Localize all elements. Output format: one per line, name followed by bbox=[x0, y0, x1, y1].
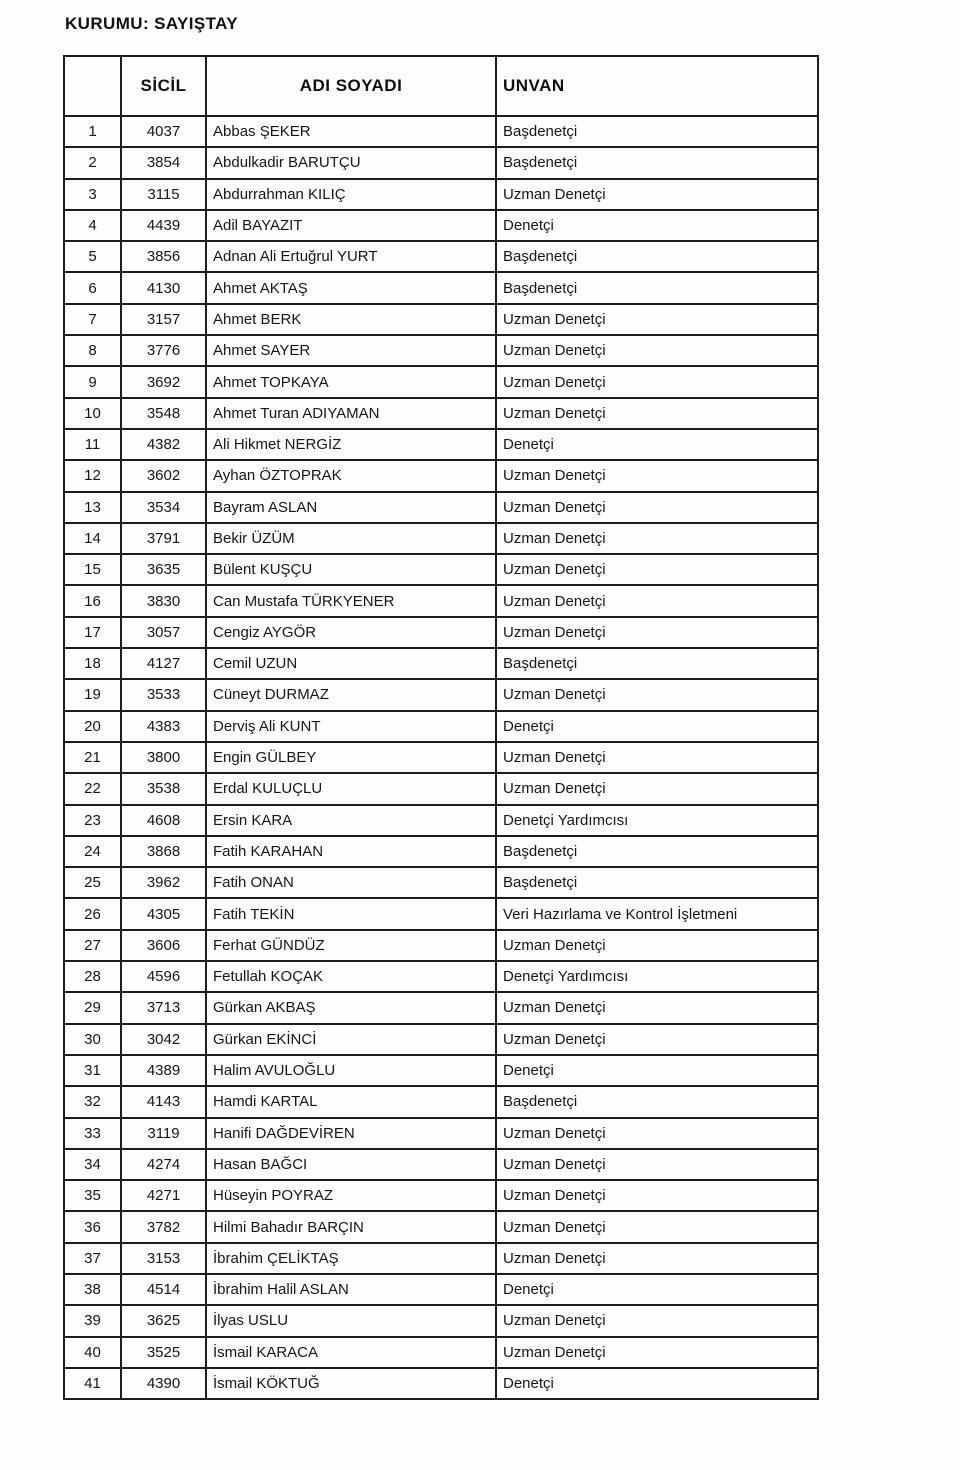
table-row bbox=[64, 898, 818, 929]
row-number-cell: 32 bbox=[64, 1086, 121, 1117]
row-number-cell: 25 bbox=[64, 867, 121, 898]
sicil-cell: 3692 bbox=[121, 366, 206, 397]
title-cell: Uzman Denetçi bbox=[496, 1180, 818, 1211]
row-number-cell: 39 bbox=[64, 1305, 121, 1336]
personnel-table-body bbox=[64, 116, 818, 1399]
personnel-table-header bbox=[64, 56, 818, 116]
name-cell: Cengiz AYGÖR bbox=[206, 617, 496, 648]
title-cell: Uzman Denetçi bbox=[496, 554, 818, 585]
title-cell: Uzman Denetçi bbox=[496, 523, 818, 554]
sicil-cell: 3962 bbox=[121, 867, 206, 898]
row-number-cell: 11 bbox=[64, 429, 121, 460]
sicil-cell: 3534 bbox=[121, 492, 206, 523]
title-cell: Uzman Denetçi bbox=[496, 460, 818, 491]
name-cell: Gürkan AKBAŞ bbox=[206, 992, 496, 1023]
title-cell: Denetçi bbox=[496, 210, 818, 241]
sicil-cell: 3153 bbox=[121, 1243, 206, 1274]
sicil-cell: 3042 bbox=[121, 1024, 206, 1055]
title-cell: Denetçi Yardımcısı bbox=[496, 961, 818, 992]
row-number-cell: 1 bbox=[64, 116, 121, 147]
table-row bbox=[64, 617, 818, 648]
table-row bbox=[64, 1337, 818, 1368]
title-cell: Uzman Denetçi bbox=[496, 585, 818, 616]
row-number-cell: 28 bbox=[64, 961, 121, 992]
name-cell: Can Mustafa TÜRKYENER bbox=[206, 585, 496, 616]
name-cell: Ahmet Turan ADIYAMAN bbox=[206, 398, 496, 429]
sicil-cell: 3856 bbox=[121, 241, 206, 272]
table-row bbox=[64, 805, 818, 836]
table-row bbox=[64, 711, 818, 742]
title-cell: Uzman Denetçi bbox=[496, 742, 818, 773]
row-number-cell: 7 bbox=[64, 304, 121, 335]
table-row bbox=[64, 272, 818, 303]
sicil-cell: 4127 bbox=[121, 648, 206, 679]
sicil-cell: 4383 bbox=[121, 711, 206, 742]
title-cell: Uzman Denetçi bbox=[496, 335, 818, 366]
sicil-cell: 4274 bbox=[121, 1149, 206, 1180]
title-cell: Uzman Denetçi bbox=[496, 179, 818, 210]
title-cell: Uzman Denetçi bbox=[496, 1337, 818, 1368]
table-row bbox=[64, 1305, 818, 1336]
table-row bbox=[64, 492, 818, 523]
table-row bbox=[64, 398, 818, 429]
name-cell: Abdulkadir BARUTÇU bbox=[206, 147, 496, 178]
table-row bbox=[64, 1180, 818, 1211]
sicil-cell: 3525 bbox=[121, 1337, 206, 1368]
title-cell: Başdenetçi bbox=[496, 867, 818, 898]
table-row bbox=[64, 147, 818, 178]
name-cell: Abbas ŞEKER bbox=[206, 116, 496, 147]
sicil-cell: 4389 bbox=[121, 1055, 206, 1086]
name-cell: Fatih KARAHAN bbox=[206, 836, 496, 867]
table-row bbox=[64, 1274, 818, 1305]
row-number-cell: 29 bbox=[64, 992, 121, 1023]
name-cell: Cüneyt DURMAZ bbox=[206, 679, 496, 710]
row-number-cell: 16 bbox=[64, 585, 121, 616]
title-cell: Uzman Denetçi bbox=[496, 930, 818, 961]
name-cell: Fatih ONAN bbox=[206, 867, 496, 898]
title-cell: Uzman Denetçi bbox=[496, 617, 818, 648]
table-row bbox=[64, 773, 818, 804]
title-cell: Denetçi bbox=[496, 1368, 818, 1399]
title-cell: Uzman Denetçi bbox=[496, 492, 818, 523]
sicil-cell: 3602 bbox=[121, 460, 206, 491]
row-number-cell: 33 bbox=[64, 1118, 121, 1149]
row-number-cell: 12 bbox=[64, 460, 121, 491]
name-cell: Adnan Ali Ertuğrul YURT bbox=[206, 241, 496, 272]
name-cell: Halim AVULOĞLU bbox=[206, 1055, 496, 1086]
sicil-cell: 4037 bbox=[121, 116, 206, 147]
sicil-cell: 3057 bbox=[121, 617, 206, 648]
name-cell: Ersin KARA bbox=[206, 805, 496, 836]
title-cell: Uzman Denetçi bbox=[496, 1149, 818, 1180]
row-number-cell: 10 bbox=[64, 398, 121, 429]
name-cell: Hüseyin POYRAZ bbox=[206, 1180, 496, 1211]
table-row bbox=[64, 585, 818, 616]
table-row bbox=[64, 116, 818, 147]
table-row bbox=[64, 179, 818, 210]
name-cell: İsmail KARACA bbox=[206, 1337, 496, 1368]
sicil-cell: 4305 bbox=[121, 898, 206, 929]
name-cell: Adil BAYAZIT bbox=[206, 210, 496, 241]
name-cell: Hasan BAĞCI bbox=[206, 1149, 496, 1180]
table-row bbox=[64, 335, 818, 366]
row-number-cell: 13 bbox=[64, 492, 121, 523]
table-row bbox=[64, 742, 818, 773]
name-cell: Bülent KUŞÇU bbox=[206, 554, 496, 585]
name-cell: Hanifi DAĞDEVİREN bbox=[206, 1118, 496, 1149]
table-row bbox=[64, 836, 818, 867]
table-row bbox=[64, 429, 818, 460]
title-cell: Başdenetçi bbox=[496, 648, 818, 679]
table-row bbox=[64, 1024, 818, 1055]
sicil-cell: 3830 bbox=[121, 585, 206, 616]
title-cell: Denetçi bbox=[496, 711, 818, 742]
name-cell: Fetullah KOÇAK bbox=[206, 961, 496, 992]
table-row bbox=[64, 460, 818, 491]
title-cell: Denetçi bbox=[496, 429, 818, 460]
title-cell: Denetçi bbox=[496, 1055, 818, 1086]
table-row bbox=[64, 554, 818, 585]
name-cell: İbrahim Halil ASLAN bbox=[206, 1274, 496, 1305]
title-cell: Uzman Denetçi bbox=[496, 1118, 818, 1149]
title-cell: Uzman Denetçi bbox=[496, 1243, 818, 1274]
column-header-adi-soyadi: ADI SOYADI bbox=[206, 56, 496, 116]
title-cell: Başdenetçi bbox=[496, 241, 818, 272]
sicil-cell: 3800 bbox=[121, 742, 206, 773]
sicil-cell: 3776 bbox=[121, 335, 206, 366]
title-cell: Uzman Denetçi bbox=[496, 773, 818, 804]
sicil-cell: 3157 bbox=[121, 304, 206, 335]
name-cell: İsmail KÖKTUĞ bbox=[206, 1368, 496, 1399]
sicil-cell: 3782 bbox=[121, 1211, 206, 1242]
row-number-cell: 18 bbox=[64, 648, 121, 679]
name-cell: Ferhat GÜNDÜZ bbox=[206, 930, 496, 961]
sicil-cell: 4382 bbox=[121, 429, 206, 460]
title-cell: Uzman Denetçi bbox=[496, 398, 818, 429]
sicil-cell: 3868 bbox=[121, 836, 206, 867]
row-number-cell: 19 bbox=[64, 679, 121, 710]
title-cell: Uzman Denetçi bbox=[496, 1211, 818, 1242]
table-row bbox=[64, 992, 818, 1023]
column-header-row-number bbox=[64, 56, 121, 116]
title-cell: Veri Hazırlama ve Kontrol İşletmeni bbox=[496, 898, 818, 929]
name-cell: Ahmet SAYER bbox=[206, 335, 496, 366]
table-row bbox=[64, 210, 818, 241]
personnel-table bbox=[63, 55, 819, 1400]
sicil-cell: 3606 bbox=[121, 930, 206, 961]
title-cell: Uzman Denetçi bbox=[496, 992, 818, 1023]
row-number-cell: 8 bbox=[64, 335, 121, 366]
title-cell: Uzman Denetçi bbox=[496, 1305, 818, 1336]
column-header-unvan: UNVAN bbox=[496, 56, 818, 116]
sicil-cell: 4390 bbox=[121, 1368, 206, 1399]
name-cell: Bekir ÜZÜM bbox=[206, 523, 496, 554]
row-number-cell: 36 bbox=[64, 1211, 121, 1242]
row-number-cell: 21 bbox=[64, 742, 121, 773]
sicil-cell: 4514 bbox=[121, 1274, 206, 1305]
table-row bbox=[64, 1368, 818, 1399]
row-number-cell: 30 bbox=[64, 1024, 121, 1055]
row-number-cell: 40 bbox=[64, 1337, 121, 1368]
row-number-cell: 27 bbox=[64, 930, 121, 961]
title-cell: Başdenetçi bbox=[496, 116, 818, 147]
title-cell: Denetçi bbox=[496, 1274, 818, 1305]
row-number-cell: 31 bbox=[64, 1055, 121, 1086]
table-row bbox=[64, 1243, 818, 1274]
table-row bbox=[64, 1118, 818, 1149]
row-number-cell: 23 bbox=[64, 805, 121, 836]
name-cell: İbrahim ÇELİKTAŞ bbox=[206, 1243, 496, 1274]
title-cell: Başdenetçi bbox=[496, 836, 818, 867]
name-cell: Fatih TEKİN bbox=[206, 898, 496, 929]
name-cell: Bayram ASLAN bbox=[206, 492, 496, 523]
table-row bbox=[64, 961, 818, 992]
table-row bbox=[64, 241, 818, 272]
sicil-cell: 4608 bbox=[121, 805, 206, 836]
sicil-cell: 3119 bbox=[121, 1118, 206, 1149]
name-cell: İlyas USLU bbox=[206, 1305, 496, 1336]
table-row bbox=[64, 867, 818, 898]
sicil-cell: 4271 bbox=[121, 1180, 206, 1211]
header-row bbox=[64, 56, 818, 116]
row-number-cell: 35 bbox=[64, 1180, 121, 1211]
row-number-cell: 15 bbox=[64, 554, 121, 585]
row-number-cell: 17 bbox=[64, 617, 121, 648]
sicil-cell: 3533 bbox=[121, 679, 206, 710]
sicil-cell: 4439 bbox=[121, 210, 206, 241]
title-cell: Başdenetçi bbox=[496, 1086, 818, 1117]
row-number-cell: 41 bbox=[64, 1368, 121, 1399]
sicil-cell: 4596 bbox=[121, 961, 206, 992]
sicil-cell: 3115 bbox=[121, 179, 206, 210]
name-cell: Ahmet BERK bbox=[206, 304, 496, 335]
row-number-cell: 20 bbox=[64, 711, 121, 742]
title-cell: Uzman Denetçi bbox=[496, 679, 818, 710]
table-row bbox=[64, 1055, 818, 1086]
document-title: KURUMU: SAYIŞTAY bbox=[65, 14, 238, 33]
title-cell: Uzman Denetçi bbox=[496, 1024, 818, 1055]
row-number-cell: 24 bbox=[64, 836, 121, 867]
table-row bbox=[64, 930, 818, 961]
row-number-cell: 38 bbox=[64, 1274, 121, 1305]
sicil-cell: 3791 bbox=[121, 523, 206, 554]
name-cell: Ali Hikmet NERGİZ bbox=[206, 429, 496, 460]
sicil-cell: 4130 bbox=[121, 272, 206, 303]
name-cell: Erdal KULUÇLU bbox=[206, 773, 496, 804]
title-cell: Başdenetçi bbox=[496, 147, 818, 178]
row-number-cell: 5 bbox=[64, 241, 121, 272]
name-cell: Gürkan EKİNCİ bbox=[206, 1024, 496, 1055]
title-cell: Uzman Denetçi bbox=[496, 366, 818, 397]
sicil-cell: 3713 bbox=[121, 992, 206, 1023]
column-header-sicil: SİCİL bbox=[121, 56, 206, 116]
row-number-cell: 4 bbox=[64, 210, 121, 241]
name-cell: Engin GÜLBEY bbox=[206, 742, 496, 773]
row-number-cell: 3 bbox=[64, 179, 121, 210]
name-cell: Ahmet TOPKAYA bbox=[206, 366, 496, 397]
title-cell: Uzman Denetçi bbox=[496, 304, 818, 335]
name-cell: Ayhan ÖZTOPRAK bbox=[206, 460, 496, 491]
table-row bbox=[64, 304, 818, 335]
row-number-cell: 9 bbox=[64, 366, 121, 397]
name-cell: Abdurrahman KILIÇ bbox=[206, 179, 496, 210]
row-number-cell: 14 bbox=[64, 523, 121, 554]
row-number-cell: 6 bbox=[64, 272, 121, 303]
table-row bbox=[64, 648, 818, 679]
title-cell: Denetçi Yardımcısı bbox=[496, 805, 818, 836]
table-row bbox=[64, 1149, 818, 1180]
table-row bbox=[64, 679, 818, 710]
table-row bbox=[64, 523, 818, 554]
name-cell: Ahmet AKTAŞ bbox=[206, 272, 496, 303]
row-number-cell: 22 bbox=[64, 773, 121, 804]
table-row bbox=[64, 1086, 818, 1117]
sicil-cell: 3854 bbox=[121, 147, 206, 178]
name-cell: Hamdi KARTAL bbox=[206, 1086, 496, 1117]
sicil-cell: 3635 bbox=[121, 554, 206, 585]
row-number-cell: 34 bbox=[64, 1149, 121, 1180]
sicil-cell: 3538 bbox=[121, 773, 206, 804]
name-cell: Derviş Ali KUNT bbox=[206, 711, 496, 742]
sicil-cell: 3625 bbox=[121, 1305, 206, 1336]
title-cell: Başdenetçi bbox=[496, 272, 818, 303]
sicil-cell: 4143 bbox=[121, 1086, 206, 1117]
table-row bbox=[64, 1211, 818, 1242]
row-number-cell: 37 bbox=[64, 1243, 121, 1274]
row-number-cell: 26 bbox=[64, 898, 121, 929]
table-row bbox=[64, 366, 818, 397]
row-number-cell: 2 bbox=[64, 147, 121, 178]
name-cell: Cemil UZUN bbox=[206, 648, 496, 679]
name-cell: Hilmi Bahadır BARÇIN bbox=[206, 1211, 496, 1242]
sicil-cell: 3548 bbox=[121, 398, 206, 429]
